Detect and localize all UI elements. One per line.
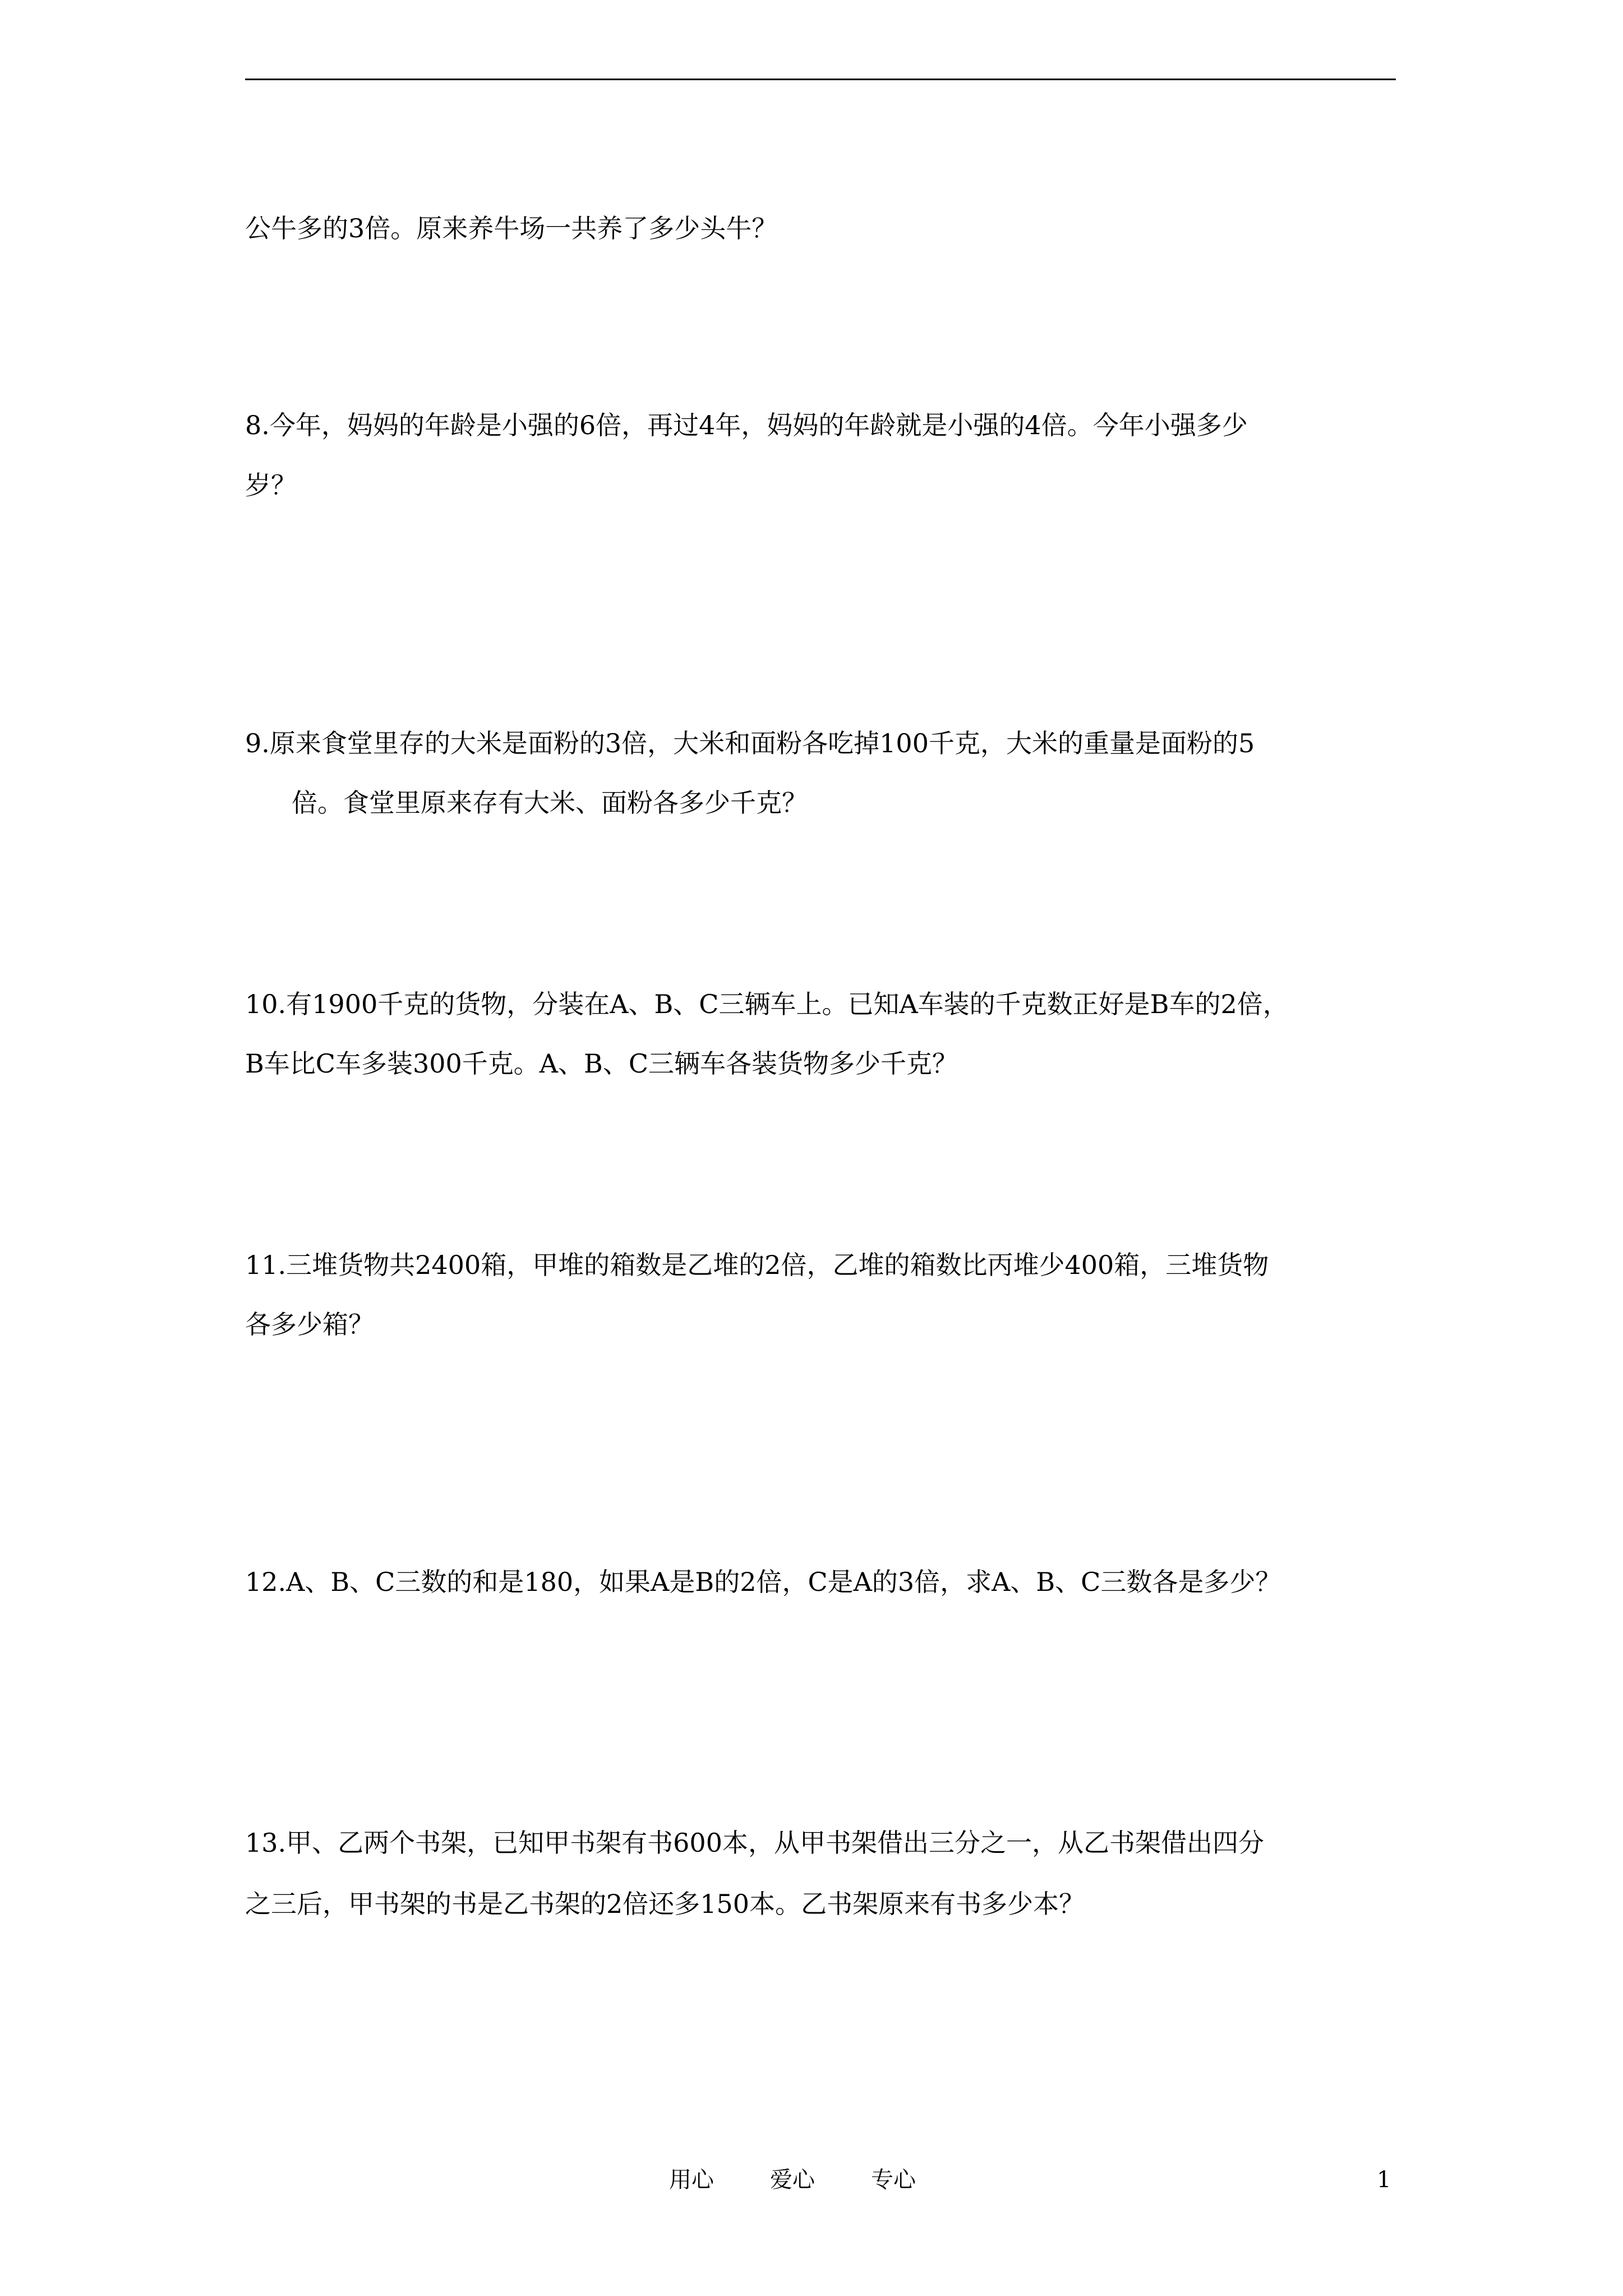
footer-motto-3: 专心 bbox=[871, 2167, 916, 2193]
problem-10-line-1: 10.有1900千克的货物，分装在A、B、C三辆车上。已知A车装的千克数正好是B车的2倍， bbox=[245, 989, 1289, 1019]
problem-10-line-2: B车比C车多装300千克。A、B、C三辆车各装货物多少千克？ bbox=[245, 1048, 958, 1079]
footer-motto-2: 爱心 bbox=[770, 2167, 815, 2193]
problem-12-line-1: 12.A、B、C三数的和是180，如果A是B的2倍，C是A的3倍，求A、B、C三数各是多少？ bbox=[245, 1567, 1281, 1597]
problem-7-line-1: 公牛多的3倍。原来养牛场一共养了多少头牛？ bbox=[245, 213, 778, 243]
problem-8-line-1: 8.今年，妈妈的年龄是小强的6倍，再过4年，妈妈的年龄就是小强的4倍。今年小强多少 bbox=[245, 410, 1248, 440]
problem-8-line-2: 岁？ bbox=[245, 470, 297, 500]
problem-9-line-2: 倍。食堂里原来存有大米、面粉各多少千克？ bbox=[292, 788, 808, 818]
page-number: 1 bbox=[1377, 2167, 1391, 2193]
problem-13-line-2: 之三后，甲书架的书是乙书架的2倍还多150本。乙书架原来有书多少本？ bbox=[245, 1889, 1085, 1919]
header-rule bbox=[245, 79, 1396, 80]
problem-13-line-1: 13.甲、乙两个书架，已知甲书架有书600本，从甲书架借出三分之一，从乙书架借出四分 bbox=[245, 1828, 1264, 1858]
footer-motto-1: 用心 bbox=[669, 2167, 714, 2193]
problem-9-line-1: 9.原来食堂里存的大米是面粉的3倍，大米和面粉各吃掉100千克，大米的重量是面粉的5 bbox=[245, 728, 1255, 758]
problem-11-line-1: 11.三堆货物共2400箱，甲堆的箱数是乙堆的2倍，乙堆的箱数比丙堆少400箱，三堆货物 bbox=[245, 1250, 1269, 1280]
problem-11-line-2: 各多少箱？ bbox=[245, 1309, 374, 1340]
